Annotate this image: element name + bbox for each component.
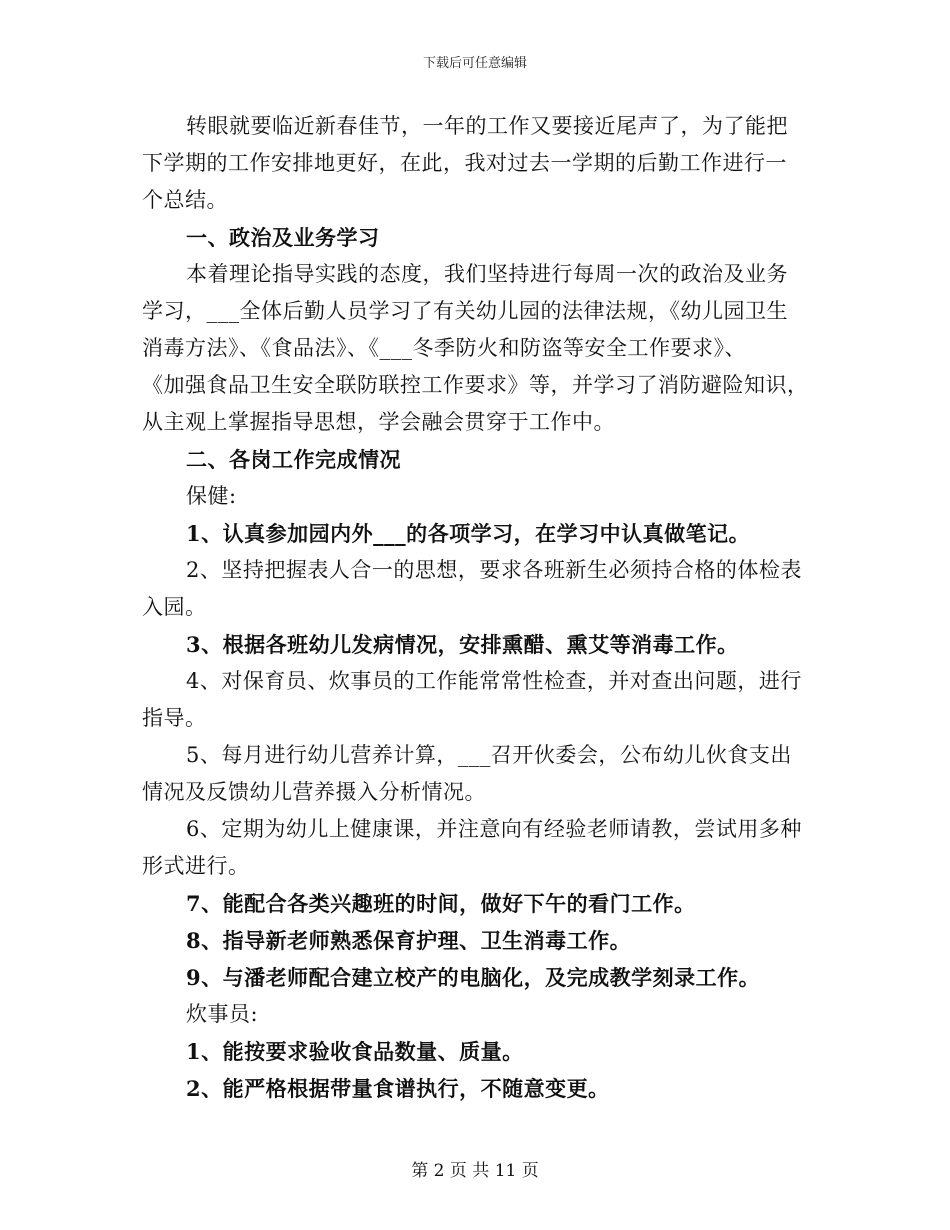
paragraph-line: 入园。 [142,595,207,619]
paragraph-line: 从主观上掌握指导思想，学会融会贯穿于工作中。 [142,410,615,434]
paragraph-line: 炊事员: [186,1002,259,1026]
heading-line: 2、能严格根据带量食谱执行，不随意变更。 [186,1076,610,1101]
paragraph-line: 转眼就要临近新春佳节，一年的工作又要接近尾声了，为了能把 [186,114,788,138]
header-note: 下载后可任意编辑 [422,56,527,71]
document-body [142,108,808,1107]
heading-line: 9、与潘老师配合建立校产的电脑化，及完成教学刻录工作。 [186,965,761,990]
paragraph-line: 学习，___全体后勤人员学习了有关幼儿园的法律法规，《幼儿园卫生 [142,299,788,323]
paragraph-line: 情况及反馈幼儿营养摄入分析情况。 [142,780,486,804]
paragraph-line: 《加强食品卫生安全联防联控工作要求》等，并学习了消防避险知识， [142,373,809,397]
paragraph-line: 5、每月进行幼儿营养计算，___召开伙委会，公布幼儿伙食支出 [186,743,792,767]
paragraph-line: 本着理论指导实践的态度，我们坚持进行每周一次的政治及业务 [186,262,788,286]
paragraph-line: 形式进行。 [142,854,250,878]
paragraph-line: 消毒方法》、《食品法》、《___冬季防火和防盗等安全工作要求》、 [142,336,746,360]
page-number: 第 2 页 共 11 页 [411,1161,539,1181]
paragraph-line: 保健: [186,484,237,508]
paragraph-line: 下学期的工作安排地更好，在此，我对过去一学期的后勤工作进行一 [142,151,787,175]
paragraph-line: 个总结。 [142,188,228,212]
heading-line: 8、指导新老师熟悉保育护理、卫生消毒工作。 [186,928,632,953]
heading-line: 3、根据各班幼儿发病情况，安排熏醋、熏艾等消毒工作。 [186,632,739,657]
heading-line: 1、能按要求验收食品数量、质量。 [186,1039,524,1064]
heading-line: 一、政治及业务学习 [186,225,380,250]
heading-line: 7、能配合各类兴趣班的时间，做好下午的看门工作。 [186,891,696,916]
paragraph-line: 4、对保育员、炊事员的工作能常常性检查，并对查出问题，进行 [186,669,802,693]
paragraph-line: 6、定期为幼儿上健康课，并注意向有经验老师请教，尝试用多种 [186,817,802,841]
paragraph-line: 指导。 [142,706,207,730]
heading-line: 二、各岗工作完成情况 [186,447,401,472]
paragraph-line: 2、坚持把握表人合一的思想，要求各班新生必须持合格的体检表 [186,558,802,582]
heading-line: 1、认真参加园内外___的各项学习，在学习中认真做笔记。 [186,521,751,546]
